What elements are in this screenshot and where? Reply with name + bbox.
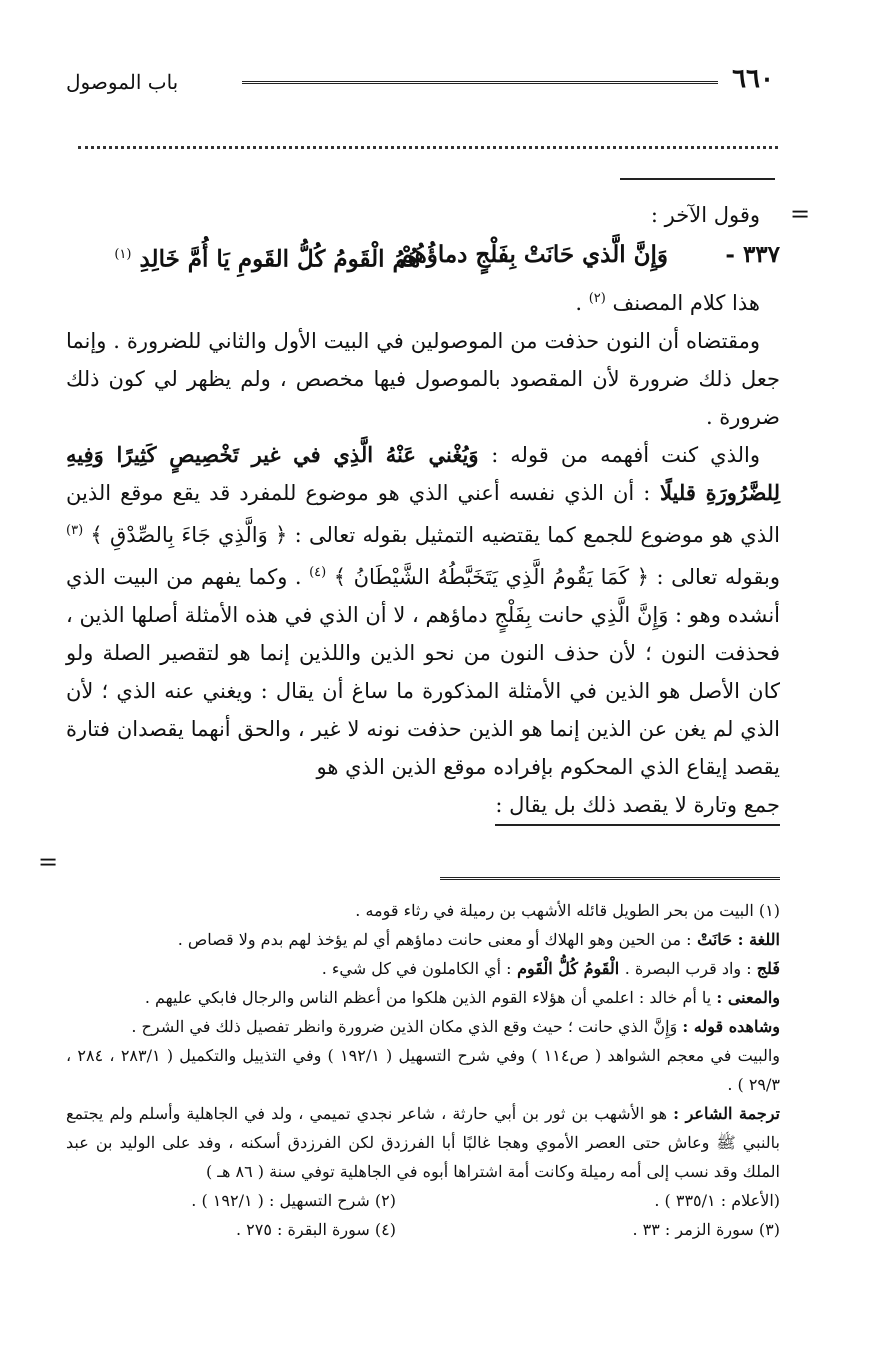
footnote-alam: (الأعلام : ٣٣٥/١ ) .: [654, 1191, 780, 1210]
paragraph-2: [66, 436, 780, 786]
footnote-lugha: [66, 925, 780, 954]
footnote-bio: [66, 1099, 780, 1186]
footnote-mana: [66, 983, 780, 1012]
paragraph-2-last: [66, 786, 780, 826]
bio-text: هو الأشهب بن ثور بن أبي حارثة ، شاعر نجدي تميمي ، ولد في الجاهلية وأسلم ولم يجتمع بالنبي ﷺ وعاش حتى العصر الأموي وهجا غالبًا أبا الفرزدق لكن الفرزدق أسكنه ، وفد على الوليد بن عبد الملك وقد نسب إلى أمه رميلة وكانت أمة اشتراها أبوه في الجاهلية توفي سنة ( ٨٦ هـ ): [66, 1104, 780, 1181]
para2-rest: . وكما يفهم من البيت الذي أنشده وهو : وَإِنَّ الَّذِي حانت بِفَلْجٍ دماؤهم ، لا أن الذي في هذه الأمثلة أصلها الذين ، فحذفت النون ؛ لأن حذف النون من نحو الذين واللذين إنما هو لتقصير الصلة ولو كان الأصل هو الذين في الأمثلة المذكورة ما ساغ أن يقال : ويغني عنه الذي ؛ لأن الذي لم يغن عن الذين إنما هو الذين حذفت نونه لا غير ، والحق أنهما يقصدان فتارة يقصد إيقاع الذي المحكوم بإفراده موقع الذين الذي هو: [66, 565, 780, 779]
continuation-mark: =: [790, 200, 811, 228]
footnote-sources: والبيت في معجم الشواهد ( ص١١٤ ) وفي شرح التسهيل ( ١٩٢/١ ) وفي التذييل والتكميل ( ٢٨٣/١ ، ٢٨٤ ، ٢٩/٣ ) .: [66, 1046, 781, 1094]
para2-mid: : أن الذي نفسه أعني الذي هو موضوع للمفرد قد يقع موقع الذين الذي هو موضوع للجمع كما يقتضيه التمثيل بقوله تعالى :: [66, 481, 780, 547]
mana-text: يا أم خالد : اعلمي أن هؤلاء القوم الذين هلكوا من أعظم الناس والرجال فابكي عليهم .: [144, 988, 717, 1007]
author-text: هذا كلام المصنف: [612, 291, 760, 315]
qawm-text: : أي الكاملون في كل شيء .: [321, 959, 512, 978]
paragraph-1: ومقتضاه أن النون حذفت من الموصولين في البيت الأول والثاني للضرورة . وإنما جعل ذلك ضرورة لأن المقصود بالموصول فيها مخصص ، ولم يظهر لي كون ذلك ضرورة .: [66, 329, 780, 429]
verse-number: ٣٣٧ -: [725, 241, 780, 268]
footnote-1: (١) البيت من بحر الطويل قائله الأشهب بن رميلة في رثاء قومه .: [355, 901, 780, 920]
quran-verse-1: ﴿ وَالَّذِي جَاءَ بِالصِّدْقِ ﴾: [83, 523, 295, 547]
footnote-falj: [66, 954, 780, 983]
footnote-shahid: [66, 1012, 780, 1041]
shahid-label: وشاهده قوله :: [682, 1017, 780, 1036]
poetry-verse: [66, 236, 780, 280]
footnote-ref-1: (١): [114, 247, 132, 262]
verse-hemistich-2-wrap: [114, 236, 420, 279]
short-rule: [620, 178, 775, 180]
falj-text: : واد قرب البصرة .: [624, 959, 757, 978]
footnote-ref-4: (٤): [309, 565, 327, 580]
quran-verse-2: ﴿ كَمَا يَقُومُ الَّذِي يَتَخَبَّطُهُ الشَّيْطَانُ ﴾: [326, 565, 657, 589]
main-text: [66, 196, 780, 826]
footnote-ref-2: (٢): [588, 291, 606, 306]
footnote-separator: [440, 877, 780, 880]
verse-hemistich-2: هُمُ الْقَومُ كُلُّ القَومِ يَا أُمَّ خَالِدِ: [139, 245, 420, 273]
para2-mid2: وبقوله تعالى :: [656, 565, 780, 589]
author-end: .: [575, 291, 589, 315]
shahid-text: وَإِنَّ الذي حانت ؛ حيث وقع الذي مكان الذين ضرورة وانظر تفصيل ذلك في الشرح .: [131, 1017, 683, 1036]
para2-last-line: جمع وتارة لا يقصد ذلك بل يقال :: [495, 786, 780, 826]
chapter-title: باب الموصول: [66, 70, 179, 94]
side-mark: =: [38, 848, 59, 876]
page-number: ٦٦٠: [732, 64, 774, 94]
falj-word: فَلج: [756, 959, 780, 978]
footnote-3: (٣) سورة الزمر : ٣٣ .: [632, 1220, 780, 1239]
footnote-ref-3: (٣): [66, 523, 84, 538]
footnotes: [66, 896, 780, 1244]
lugha-word: حَانَتْ: [691, 930, 738, 949]
author-line: [66, 280, 780, 322]
page-header: [66, 64, 774, 100]
mana-label: والمعنى :: [716, 988, 780, 1007]
para2-start: والذي كنت أفهمه من قوله :: [491, 443, 760, 467]
footnote-row-1: [66, 1186, 780, 1215]
verse-hemistich-1: وَإِنَّ الَّذي حَانَتْ بِفَلْجٍ دماؤُهُمْ: [399, 241, 668, 268]
bio-label: ترجمة الشاعر :: [673, 1104, 781, 1123]
lugha-text: : من الحين وهو الهلاك أو معنى حانت دماؤهم أي لم يؤخذ لهم بدم ولا قصاص .: [177, 930, 692, 949]
footnote-4: (٤) سورة البقرة : ٢٧٥ .: [235, 1220, 396, 1239]
qawm-word: الْقَومُ كُلُّ الْقَوم: [511, 959, 625, 978]
dotted-separator: [78, 146, 778, 149]
footnote-2: (٢) شرح التسهيل : ( ١٩٢/١ ) .: [191, 1191, 396, 1210]
footnote-row-2: [66, 1215, 780, 1244]
para2-quote: وَيُغْني عَنْهُ الَّذِي في غير تَخْصِيصٍ كَثِيرًا وَفِيهِ لِلضَّرُورَةِ قليلًا: [66, 442, 781, 505]
header-rule: [242, 81, 718, 84]
lugha-label: اللغة :: [737, 930, 780, 949]
intro-line: وقول الآخر :: [650, 203, 760, 227]
